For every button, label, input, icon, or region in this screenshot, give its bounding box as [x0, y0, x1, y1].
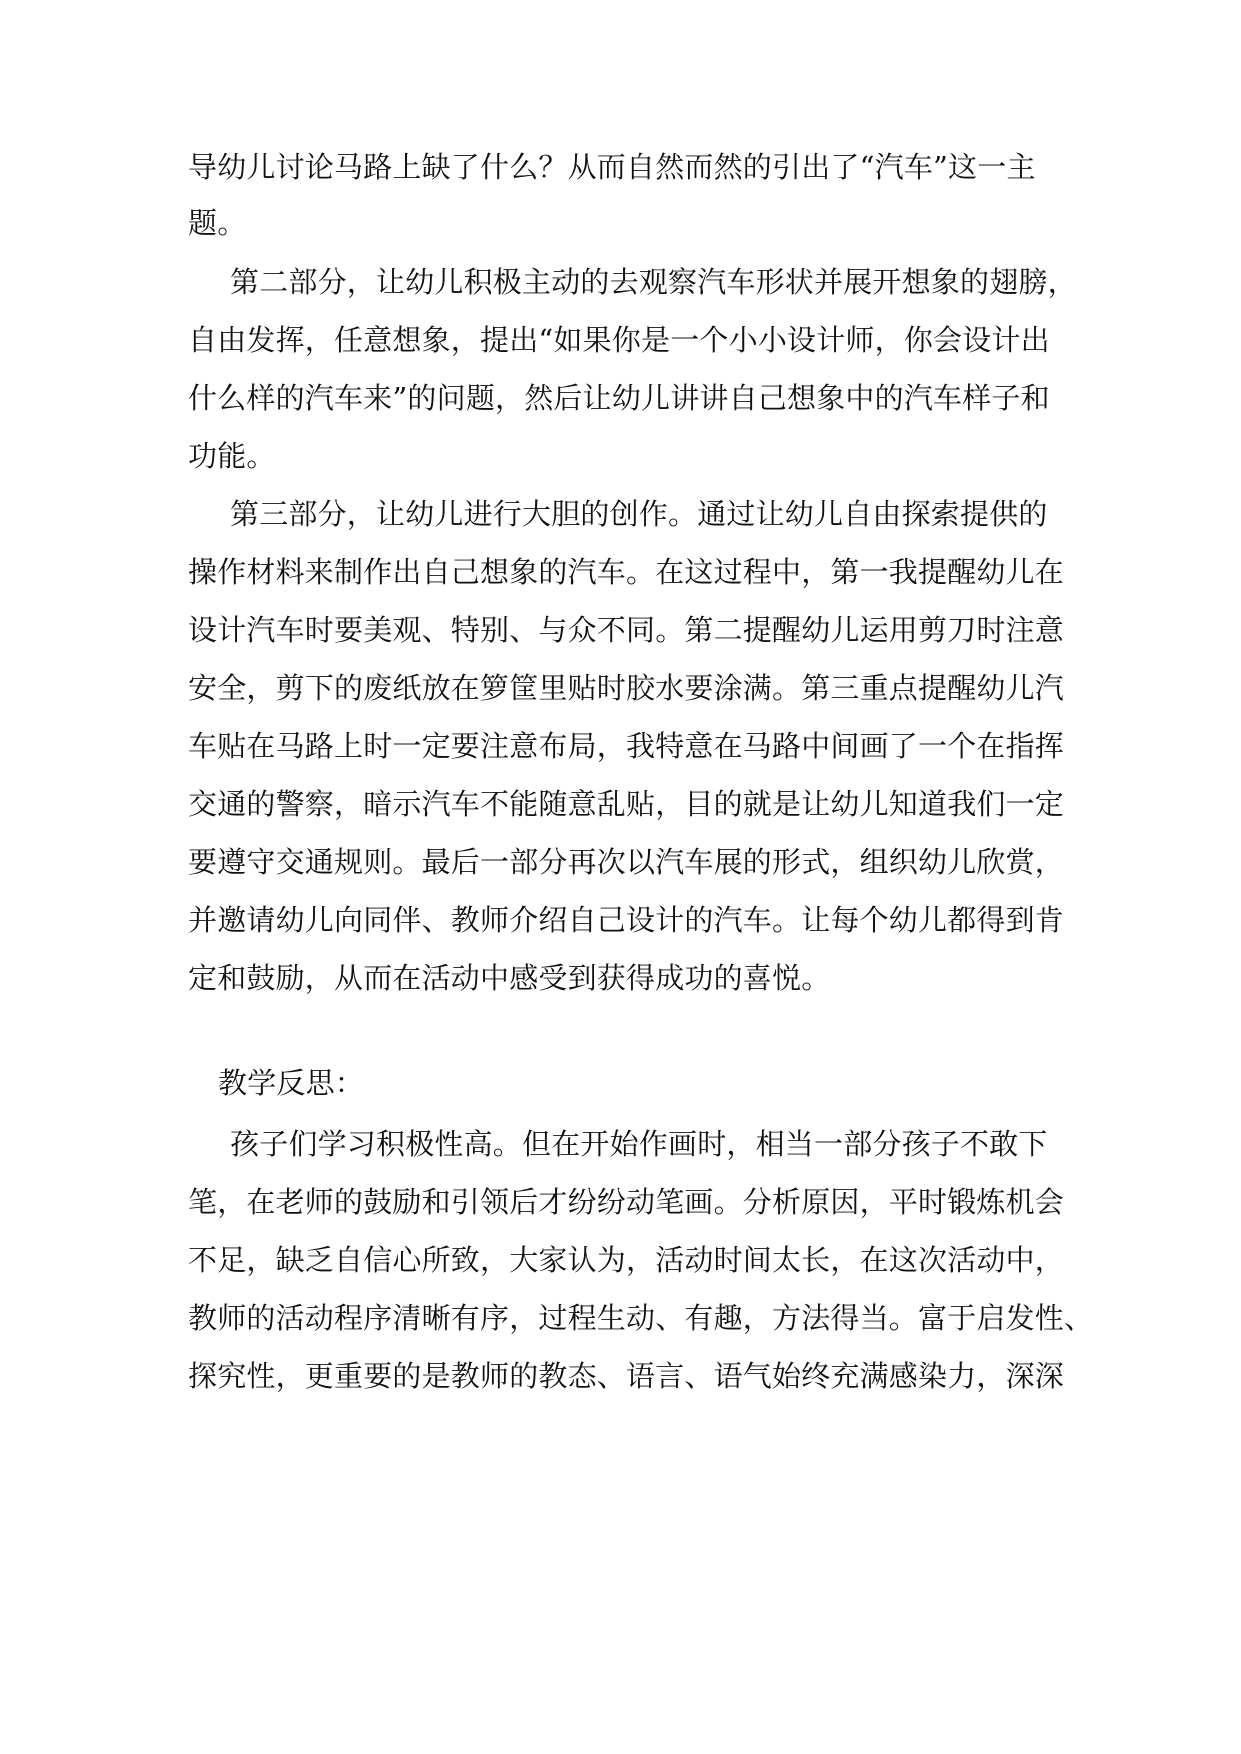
text-line: 什么样的汽车来”的问题，然后让幼儿讲讲自己想象中的汽车样子和: [188, 381, 1050, 415]
text-line: 并邀请幼儿向同伴、教师介绍自己设计的汽车。让每个幼儿都得到肯: [188, 903, 1065, 937]
paragraph-start-line: 第二部分，让幼儿积极主动的去观察汽车形状并展开想象的翅膀，: [230, 265, 1077, 299]
text-line: 定和鼓励，从而在活动中感受到获得成功的喜悦。: [188, 961, 831, 995]
text-line: 要遵守交通规则。最后一部分再次以汽车展的形式，组织幼儿欣赏，: [188, 845, 1065, 879]
text-line: 导幼儿讨论马路上缺了什么？从而自然而然的引出了“汽车”这一主: [188, 150, 1036, 184]
text-line: 交通的警察，暗示汽车不能随意乱贴，目的就是让幼儿知道我们一定: [188, 787, 1065, 821]
text-line: 自由发挥，任意想象，提出“如果你是一个小小设计师，你会设计出: [188, 323, 1050, 357]
text-line: 不足，缺乏自信心所致，大家认为，活动时间太长，在这次活动中，: [188, 1243, 1065, 1277]
paragraph-start-line: 第三部分，让幼儿进行大胆的创作。通过让幼儿自由探索提供的: [230, 497, 1048, 531]
text-line: 安全，剪下的废纸放在箩筐里贴时胶水要涂满。第三重点提醒幼儿汽: [188, 671, 1065, 705]
paragraph-start-line: 孩子们学习积极性高。但在开始作画时，相当一部分孩子不敢下: [230, 1127, 1048, 1161]
section-heading: 教学反思：: [218, 1066, 365, 1100]
text-line: 教师的活动程序清晰有序，过程生动、有趣，方法得当。富于启发性、: [188, 1301, 1094, 1335]
text-line: 探究性，更重要的是教师的教态、语言、语气始终充满感染力，深深: [188, 1359, 1065, 1393]
text-line: 操作材料来制作出自己想象的汽车。在这过程中，第一我提醒幼儿在: [188, 555, 1065, 589]
text-line: 车贴在马路上时一定要注意布局，我特意在马路中间画了一个在指挥: [188, 729, 1065, 763]
text-line: 功能。: [188, 439, 276, 473]
text-line: 题。: [188, 206, 247, 240]
text-line: 设计汽车时要美观、特别、与众不同。第二提醒幼儿运用剪刀时注意: [188, 613, 1065, 647]
text-line: 笔，在老师的鼓励和引领后才纷纷动笔画。分析原因，平时锻炼机会: [188, 1185, 1065, 1219]
